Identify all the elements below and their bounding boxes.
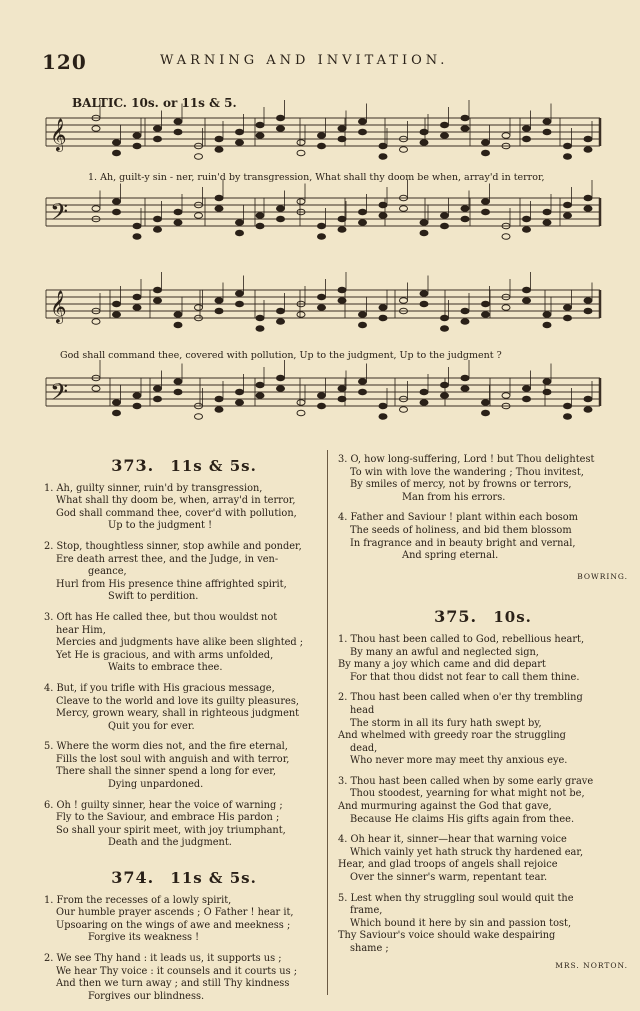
note-head: [543, 209, 551, 215]
hymn-373-meter: 11s & 5s.: [170, 457, 257, 475]
verse-line: 3. Oft has He called thee, but thou wouldst not: [44, 611, 278, 623]
verse-line: 4. But, if you trifle with His gracious message,: [44, 682, 275, 694]
note-head: [195, 213, 203, 219]
note-head: [379, 403, 387, 409]
note-head: [338, 386, 346, 392]
note-head: [256, 133, 264, 139]
note-head: [174, 312, 182, 318]
note-head: [297, 410, 305, 416]
verse: [338, 512, 628, 562]
note-head: [482, 312, 490, 318]
note-head: [584, 195, 592, 201]
note-head: [154, 216, 162, 222]
verse-line: 6. Oh ! guilty sinner, hear the voice of warning ;: [44, 799, 283, 811]
note-head: [92, 126, 100, 132]
verse-line: Ere death arrest thee, and the Judge, in ven-: [56, 553, 279, 565]
verse-line: Thy Saviour's voice should wake despairing: [338, 930, 556, 942]
note-head: [420, 291, 428, 297]
note-head: [584, 298, 592, 304]
note-head: [543, 119, 551, 125]
note-head: [564, 213, 572, 219]
note-head: [543, 322, 551, 328]
note-head: [236, 230, 244, 236]
note-head: [236, 291, 244, 297]
note-head: [277, 115, 285, 121]
note-head: [461, 115, 469, 121]
note-head: [236, 400, 244, 406]
verse-line: 5. Lest when thy struggling soul would quit the: [338, 892, 574, 904]
note-head: [256, 122, 264, 128]
verse-line: By many an awful and neglected sign,: [350, 646, 539, 658]
verse-line: 3. Thou hast been called when by some early grave: [338, 775, 594, 787]
verse-line: By smiles of mercy, not by frowns or terrors,: [350, 479, 572, 491]
note-head: [441, 382, 449, 388]
verse-line: What shall thy doom be, when, array'd in terror,: [56, 495, 296, 507]
note-head: [420, 389, 428, 395]
note-head: [318, 143, 326, 149]
note-head: [543, 379, 551, 385]
note-head: [215, 195, 223, 201]
note-head: [256, 393, 264, 399]
note-head: [482, 301, 490, 307]
verse: [44, 953, 324, 1003]
note-head: [113, 400, 121, 406]
note-head: [154, 298, 162, 304]
note-head: [338, 396, 346, 402]
note-head: [400, 206, 408, 212]
note-head: [564, 403, 572, 409]
verse-line: 3. O, how long-suffering, Lord ! but Thou delightest: [338, 454, 595, 465]
note-head: [133, 234, 141, 240]
verse-line: Which bound it here by sin and passion tost,: [350, 917, 572, 929]
verse-line: Up to the judgment !: [108, 520, 213, 532]
note-head: [236, 140, 244, 146]
note-head: [523, 216, 531, 222]
note-head: [482, 209, 490, 215]
note-head: [92, 386, 100, 392]
note-head: [133, 294, 141, 300]
treble-clef-icon: 𝄞: [50, 118, 67, 151]
verse-line: And then we turn away ; and still Thy kindness: [56, 978, 290, 990]
treble-clef-icon: 𝄞: [50, 290, 67, 323]
verse-line: Quit you for ever.: [108, 720, 195, 732]
note-head: [277, 216, 285, 222]
verse-line: Hurl from His presence thine affrighted spirit,: [56, 578, 287, 590]
note-head: [256, 326, 264, 332]
verse: [44, 541, 324, 604]
note-head: [113, 199, 121, 205]
hymn-374-title: [44, 868, 324, 888]
music-notation: [0, 0, 640, 440]
note-head: [297, 312, 305, 318]
verse-line: And spring eternal.: [402, 550, 499, 562]
author-norton: MRS. NORTON.: [555, 960, 628, 970]
note-head: [154, 396, 162, 402]
running-head: WARNING AND INVITATION.: [160, 53, 449, 68]
note-head: [215, 136, 223, 142]
note-head: [277, 386, 285, 392]
note-head: [195, 414, 203, 420]
note-head: [133, 143, 141, 149]
note-head: [482, 400, 490, 406]
note-head: [133, 305, 141, 311]
note-head: [523, 386, 531, 392]
note-head: [379, 414, 387, 420]
verse-line: By many a joy which came and did depart: [338, 659, 546, 671]
hymn-375-meter: 10s.: [493, 608, 532, 627]
note-head: [92, 206, 100, 212]
note-head: [174, 119, 182, 125]
note-head: [113, 150, 121, 156]
note-head: [338, 216, 346, 222]
verse-line: Man from his errors.: [402, 491, 506, 503]
note-head: [133, 223, 141, 229]
note-head: [482, 199, 490, 205]
note-head: [92, 319, 100, 325]
verse: [44, 612, 324, 675]
right-column: [338, 454, 628, 972]
note-head: [379, 315, 387, 321]
note-head: [461, 375, 469, 381]
note-head: [256, 315, 264, 321]
left-column: [44, 456, 324, 1011]
note-head: [195, 305, 203, 311]
note-head: [297, 199, 305, 205]
verse-line: Forgive its weakness !: [88, 932, 200, 944]
note-head: [338, 126, 346, 132]
verse-line: 1. Ah, guilty sinner, ruin'd by transgression,: [44, 482, 263, 494]
verse-line: Who never more may meet thy anxious eye.: [350, 755, 568, 767]
note-head: [133, 133, 141, 139]
note-head: [215, 396, 223, 402]
verse-line: Over the sinner's warm, repentant tear.: [350, 872, 548, 884]
hymn-373-number: 373.: [111, 456, 155, 475]
note-head: [113, 312, 121, 318]
hymn-374-meter: 11s & 5s.: [170, 869, 257, 888]
note-head: [379, 213, 387, 219]
note-head: [174, 129, 182, 135]
verse: [338, 776, 628, 826]
verse-line: 2. Stop, thoughtless sinner, stop awhile and ponder,: [44, 540, 302, 552]
verse: [44, 483, 324, 533]
note-head: [543, 129, 551, 135]
hymn-375-title: [338, 607, 628, 627]
verse: [338, 634, 628, 684]
verse-line: Yet He is gracious, and with arms unfolded,: [56, 649, 274, 661]
note-head: [359, 209, 367, 215]
note-head: [441, 122, 449, 128]
verse-line: The seeds of holiness, and bid them blossom: [350, 524, 572, 536]
hymn-373-title: [44, 456, 324, 475]
note-head: [379, 305, 387, 311]
note-head: [236, 129, 244, 135]
note-head: [215, 407, 223, 413]
note-head: [564, 305, 572, 311]
verse-line: God shall command thee, cover'd with pollution,: [56, 507, 297, 519]
verse-line: And whelmed with greedy roar the struggling: [338, 730, 566, 742]
page-number: 120: [42, 50, 87, 74]
note-head: [461, 308, 469, 314]
verse-line: To win with love the wandering ; Thou invitest,: [350, 466, 584, 478]
note-head: [359, 220, 367, 226]
verse-line: shame ;: [350, 943, 389, 954]
column-divider: [327, 450, 328, 995]
note-head: [379, 202, 387, 208]
author-bowring: BOWRING.: [577, 571, 628, 581]
verse: [338, 893, 628, 956]
note-head: [297, 140, 305, 146]
note-head: [256, 223, 264, 229]
note-head: [215, 308, 223, 314]
hymn-375-number: 375.: [434, 607, 478, 627]
verse: [44, 895, 324, 945]
note-head: [420, 301, 428, 307]
tune-name: BALTIC.: [72, 96, 127, 110]
tune-meter: 10s. or 11s & 5.: [131, 96, 237, 110]
note-head: [174, 220, 182, 226]
note-head: [195, 154, 203, 160]
note-head: [174, 379, 182, 385]
note-head: [154, 136, 162, 142]
note-head: [215, 298, 223, 304]
note-head: [523, 227, 531, 233]
verse-line: For that thou didst not fear to call them thine.: [350, 671, 580, 683]
verse-line: frame,: [350, 905, 383, 917]
verse-line: Fly to the Saviour, and embrace His pardon ;: [56, 812, 280, 824]
note-head: [236, 389, 244, 395]
verse: [44, 741, 324, 791]
verse-line: Dying unpardoned.: [108, 779, 204, 791]
note-head: [174, 389, 182, 395]
note-head: [338, 227, 346, 233]
note-head: [318, 223, 326, 229]
note-head: [523, 287, 531, 293]
note-head: [420, 230, 428, 236]
note-head: [379, 143, 387, 149]
hymn-374-number: 374.: [111, 868, 155, 888]
note-head: [420, 400, 428, 406]
verse-line: geance,: [88, 566, 127, 578]
note-head: [318, 403, 326, 409]
note-head: [523, 396, 531, 402]
verse-line: The storm in all its fury hath swept by,: [350, 717, 542, 729]
verse-line: hear Him,: [56, 624, 106, 636]
note-head: [359, 129, 367, 135]
note-head: [154, 126, 162, 132]
note-head: [236, 301, 244, 307]
note-head: [420, 129, 428, 135]
note-head: [359, 312, 367, 318]
note-head: [584, 206, 592, 212]
note-head: [441, 315, 449, 321]
note-head: [379, 154, 387, 160]
bass-clef-icon: 𝄢: [50, 198, 69, 231]
verse-line: Our humble prayer ascends ; O Father ! hear it,: [56, 907, 294, 919]
note-head: [133, 403, 141, 409]
note-head: [482, 140, 490, 146]
note-head: [318, 393, 326, 399]
note-head: [584, 308, 592, 314]
note-head: [236, 220, 244, 226]
verse-line: Waits to embrace thee.: [108, 662, 223, 674]
verse: [338, 692, 628, 768]
note-head: [297, 400, 305, 406]
note-head: [359, 119, 367, 125]
note-head: [502, 305, 510, 311]
note-head: [215, 147, 223, 153]
note-head: [584, 147, 592, 153]
verse: [44, 683, 324, 733]
note-head: [318, 294, 326, 300]
note-head: [543, 389, 551, 395]
note-head: [277, 126, 285, 132]
verse-line: Forgives our blindness.: [88, 990, 205, 1002]
note-head: [277, 308, 285, 314]
note-head: [482, 150, 490, 156]
note-head: [113, 140, 121, 146]
verse-line: We hear Thy voice : it counsels and it courts us ;: [56, 965, 298, 977]
note-head: [133, 393, 141, 399]
verse: [44, 800, 324, 850]
verse-line: 2. Thou hast been called when o'er thy trembling: [338, 692, 583, 704]
note-head: [461, 126, 469, 132]
note-head: [400, 147, 408, 153]
note-head: [441, 326, 449, 332]
bass-clef-icon: 𝄢: [50, 378, 69, 411]
verse-line: Fills the lost soul with anguish and with terror,: [56, 753, 290, 765]
verse-line: 2. We see Thy hand : it leads us, it supports us ;: [44, 953, 282, 964]
note-head: [400, 298, 408, 304]
note-head: [584, 396, 592, 402]
note-head: [441, 393, 449, 399]
note-head: [359, 322, 367, 328]
lyric-line-2: God shall command thee, covered with pollution, Up to the judgment, Up to the judgment ?: [60, 350, 502, 361]
lyric-line-1: 1. Ah, guilt-y sin - ner, ruin'd by transgression, What shall thy doom be when, array'd in terror,: [88, 172, 545, 183]
note-head: [564, 315, 572, 321]
note-head: [482, 410, 490, 416]
verse-line: 5. Where the worm dies not, and the fire eternal,: [44, 741, 288, 753]
verse-line: Because He claims His gifts again from thee.: [350, 813, 575, 825]
note-head: [564, 143, 572, 149]
note-head: [461, 216, 469, 222]
note-head: [523, 136, 531, 142]
note-head: [359, 379, 367, 385]
note-head: [174, 322, 182, 328]
verse-line: 4. Father and Saviour ! plant within each bosom: [338, 512, 578, 524]
note-head: [420, 220, 428, 226]
verse-line: In fragrance and in beauty bright and vernal,: [350, 537, 576, 549]
note-head: [174, 209, 182, 215]
note-head: [297, 150, 305, 156]
verse-line: 4. Oh hear it, sinner—hear that warning voice: [338, 834, 567, 846]
note-head: [461, 386, 469, 392]
note-head: [338, 287, 346, 293]
note-head: [564, 414, 572, 420]
verse-line: dead,: [350, 742, 378, 754]
note-head: [277, 319, 285, 325]
note-head: [277, 375, 285, 381]
note-head: [502, 133, 510, 139]
note-head: [338, 298, 346, 304]
note-head: [154, 227, 162, 233]
note-head: [420, 140, 428, 146]
verse-line: So shall your spirit meet, with joy triumphant,: [56, 824, 286, 836]
verse-line: Upsoaring on the wings of awe and meekness ;: [56, 919, 291, 931]
note-head: [256, 213, 264, 219]
verse-line: head: [350, 704, 375, 716]
note-head: [318, 133, 326, 139]
verse-line: Mercies and judgments have alike been slighted ;: [56, 637, 304, 649]
note-head: [461, 319, 469, 325]
verse-line: Thou stoodest, yearning for what might not be,: [350, 788, 585, 800]
verse-line: Death and the judgment.: [108, 837, 232, 849]
note-head: [113, 410, 121, 416]
verse: [338, 834, 628, 884]
note-head: [154, 287, 162, 293]
verse-line: 1. Thou hast been called to God, rebellious heart,: [338, 633, 585, 645]
verse-line: Mercy, grown weary, shall in righteous judgment: [56, 708, 300, 720]
note-head: [338, 136, 346, 142]
note-head: [461, 206, 469, 212]
note-head: [154, 386, 162, 392]
note-head: [113, 209, 121, 215]
note-head: [523, 298, 531, 304]
verse-line: Cleave to the world and love its guilty pleasures,: [56, 695, 299, 707]
verse-line: Which vainly yet hath struck thy hardened ear,: [350, 846, 584, 858]
verse-line: Hear, and glad troops of angels shall rejoice: [338, 859, 558, 871]
note-head: [502, 234, 510, 240]
note-head: [400, 407, 408, 413]
verse: [338, 454, 628, 504]
note-head: [359, 389, 367, 395]
note-head: [277, 206, 285, 212]
note-head: [523, 126, 531, 132]
note-head: [318, 305, 326, 311]
verse-line: There shall the sinner spend a long for ever,: [56, 766, 276, 778]
note-head: [318, 234, 326, 240]
verse-line: 1. From the recesses of a lowly spirit,: [44, 894, 232, 906]
verse-line: And murmuring against the God that gave,: [338, 801, 552, 813]
note-head: [584, 407, 592, 413]
verse-line: Swift to perdition.: [108, 591, 199, 603]
note-head: [543, 312, 551, 318]
note-head: [441, 223, 449, 229]
note-head: [543, 220, 551, 226]
note-head: [441, 133, 449, 139]
note-head: [215, 206, 223, 212]
note-head: [564, 202, 572, 208]
note-head: [584, 136, 592, 142]
note-head: [256, 382, 264, 388]
note-head: [441, 213, 449, 219]
note-head: [564, 154, 572, 160]
note-head: [113, 301, 121, 307]
note-head: [502, 393, 510, 399]
